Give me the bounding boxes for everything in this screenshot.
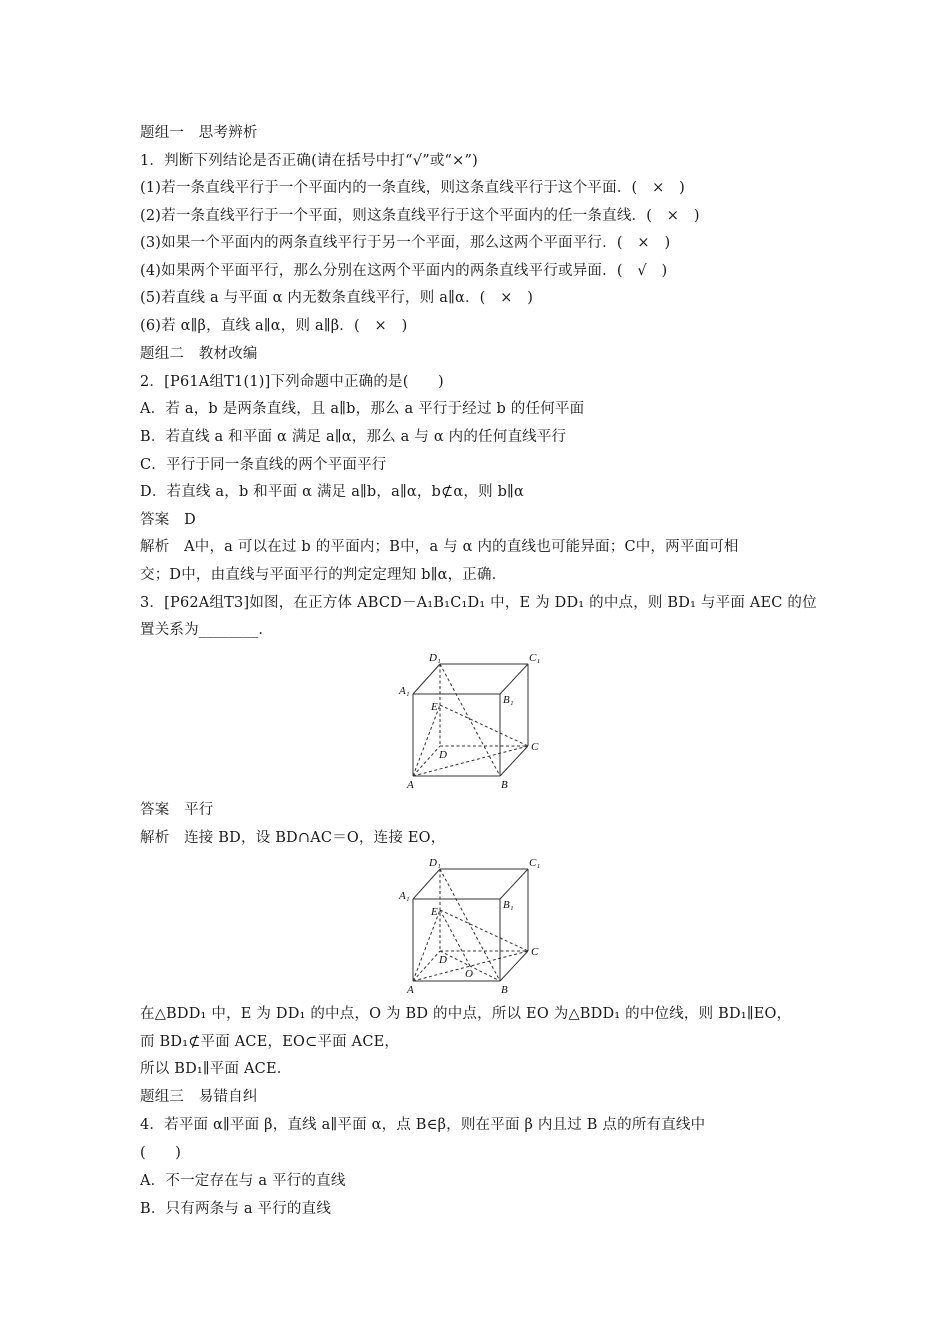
fig2-label-c: C: [531, 946, 539, 958]
section-heading-3: 题组三 易错自纠: [140, 1089, 258, 1105]
question-4-option-b: B．只有两条与 a 平行的直线: [140, 1201, 332, 1217]
fig1-label-b1: B₁: [503, 694, 514, 706]
question-1-item-5: (5)若直线 a 与平面 α 内无数条直线平行，则 a∥α．( × ): [140, 290, 534, 306]
cube-figure-1: [395, 650, 555, 790]
question-4-option-a: A．不一定存在与 a 平行的直线: [140, 1173, 346, 1189]
fig2-label-a1: A₁: [399, 890, 410, 902]
section-heading-2: 题组二 教材改编: [140, 346, 258, 362]
question-3-analysis-line-1: 解析 连接 BD，设 BD∩AC＝O，连接 EO，: [140, 830, 446, 846]
fig2-label-a: A: [407, 984, 414, 995]
cube-figure-2: [395, 855, 555, 995]
question-2-option-a: A．若 a，b 是两条直线，且 a∥b，那么 a 平行于经过 b 的任何平面: [140, 401, 585, 417]
fig1-label-d1: D₁: [429, 652, 441, 664]
question-3-analysis-line-2: 在△BDD₁ 中，E 为 DD₁ 的中点，O 为 BD 的中点，所以 EO 为△BDD₁ 的中位线，则 BD₁∥EO，: [140, 1006, 792, 1022]
fig2-label-b: B: [501, 984, 508, 995]
fig1-label-e: E: [431, 701, 438, 713]
fig2-label-e: E: [431, 906, 438, 918]
fig1-label-c1: C₁: [529, 652, 541, 664]
fig2-label-d1: D₁: [429, 857, 441, 869]
fig1-label-d: D: [439, 749, 447, 761]
question-1-item-1: (1)若一条直线平行于一个平面内的一条直线，则这条直线平行于这个平面．( × ): [140, 180, 685, 196]
question-2-option-d: D．若直线 a，b 和平面 α 满足 a∥b，a∥α，b⊄α，则 b∥α: [140, 484, 524, 500]
fig2-label-b1: B₁: [503, 899, 514, 911]
question-3-stem-line-2: 置关系为________．: [140, 622, 274, 638]
question-3-stem-line-1: 3．[P62A组T3]如图，在正方体 ABCD－A₁B₁C₁D₁ 中，E 为 DD₁ 的中点，则 BD₁ 与平面 AEC 的位: [140, 595, 817, 611]
question-3-analysis-line-4: 所以 BD₁∥平面 ACE．: [140, 1061, 292, 1077]
question-3-analysis-line-3: 而 BD₁⊄平面 ACE，EO⊂平面 ACE，: [140, 1034, 400, 1050]
fig2-label-o: O: [465, 968, 473, 980]
question-2-option-c: C．平行于同一条直线的两个平面平行: [140, 457, 387, 473]
question-3-answer: 答案 平行: [140, 802, 214, 818]
fig2-label-d: D: [439, 954, 447, 966]
question-2-stem: 2．[P61A组T1(1)]下列命题中正确的是( ): [140, 374, 444, 390]
fig1-label-c: C: [531, 741, 539, 753]
question-2-option-b: B．若直线 a 和平面 α 满足 a∥α，那么 a 与 α 内的任何直线平行: [140, 429, 567, 445]
question-1-item-4: (4)如果两个平面平行，那么分别在这两个平面内的两条直线平行或异面．( √ ): [140, 263, 668, 279]
question-4-stem-line-1: 4．若平面 α∥平面 β，直线 a∥平面 α，点 B∈β，则在平面 β 内且过 B 点的所有直线中: [140, 1117, 706, 1133]
fig1-label-a1: A₁: [399, 685, 410, 697]
question-1-item-6: (6)若 α∥β，直线 a∥α，则 a∥β．( × ): [140, 318, 408, 334]
question-2-answer: 答案 D: [140, 512, 196, 528]
fig1-label-b: B: [501, 779, 508, 790]
question-4-stem-line-2: ( ): [140, 1145, 182, 1161]
question-1-item-2: (2)若一条直线平行于一个平面，则这条直线平行于这个平面内的任一条直线．( × ): [140, 208, 700, 224]
fig1-label-a: A: [407, 779, 414, 790]
question-1-item-3: (3)如果一个平面内的两条直线平行于另一个平面，那么这两个平面平行．( × ): [140, 235, 671, 251]
question-2-analysis-line-1: 解析 A中，a 可以在过 b 的平面内；B中，a 与 α 内的直线也可能异面；C中，两平面可相: [140, 539, 739, 555]
question-1-stem: 1．判断下列结论是否正确(请在括号中打“√”或“×”): [140, 153, 478, 169]
section-heading-1: 题组一 思考辨析: [140, 125, 258, 141]
fig2-label-c1: C₁: [529, 857, 541, 869]
question-2-analysis-line-2: 交；D中，由直线与平面平行的判定定理知 b∥α，正确．: [140, 567, 507, 583]
